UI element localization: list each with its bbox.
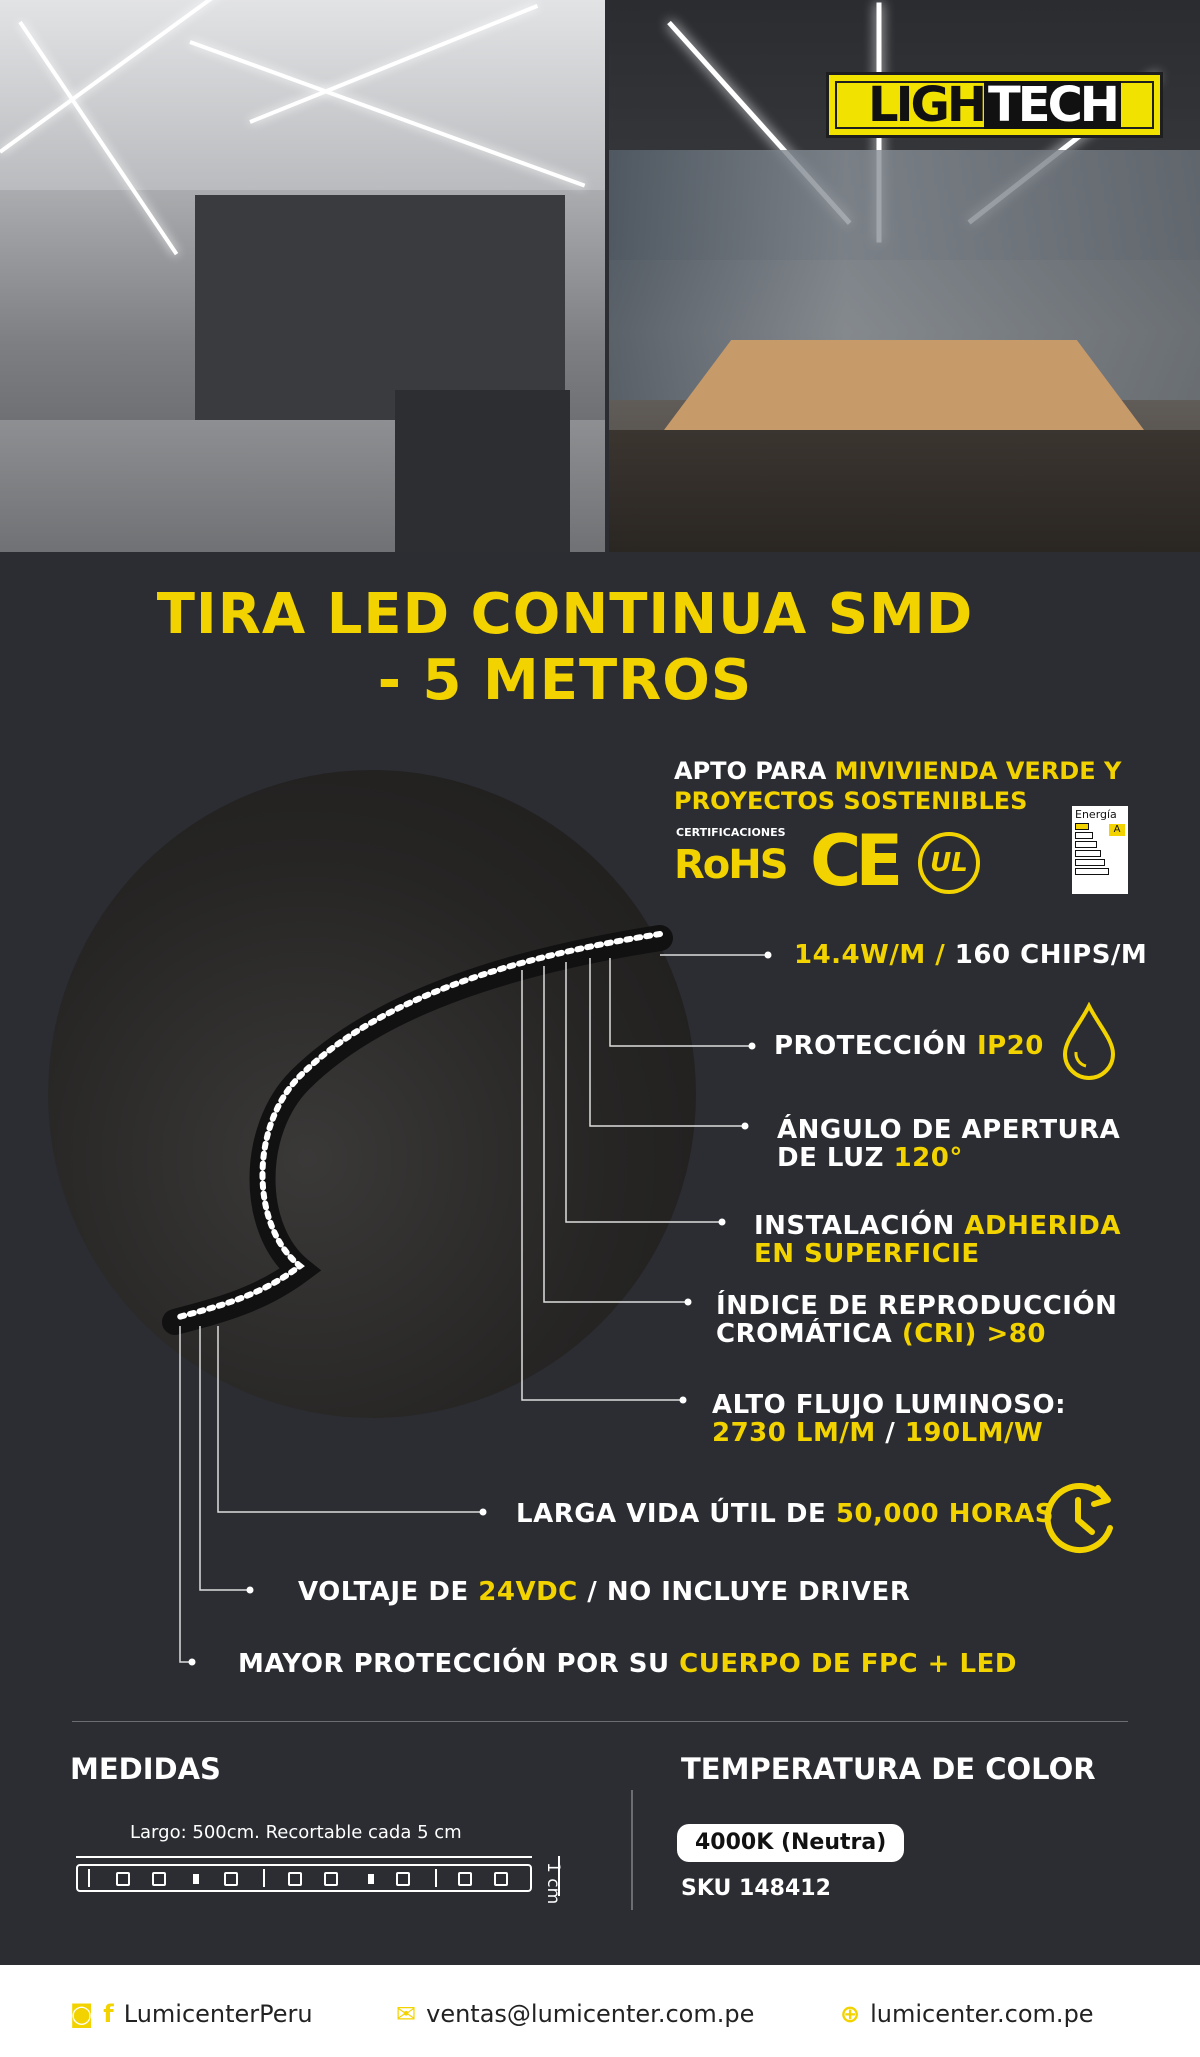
- lightech-logo: LIGH TECH: [826, 72, 1163, 138]
- facebook-icon: f: [103, 2000, 114, 2028]
- ul-icon: UL: [918, 832, 980, 894]
- social-link[interactable]: ◙ f LumicenterPeru: [70, 2000, 313, 2028]
- energy-label-icon: Energía A: [1072, 806, 1128, 894]
- apto-text: APTO PARA MIVIVIENDA VERDE Y PROYECTOS SOSTENIBLES: [674, 757, 1122, 815]
- length-arrow: [76, 1856, 532, 1858]
- water-drop-icon: [1060, 1002, 1118, 1080]
- website-link[interactable]: ⊕ lumicenter.com.pe: [840, 2000, 1094, 2028]
- certificaciones-label: CERTIFICACIONES: [676, 826, 786, 839]
- strip-diagram: [76, 1864, 532, 1892]
- feature-voltage: VOLTAJE DE 24VDC / NO INCLUYE DRIVER: [298, 1577, 911, 1607]
- instagram-icon: ◙: [70, 2000, 94, 2028]
- globe-icon: ⊕: [840, 2000, 861, 2028]
- temperatura-title: TEMPERATURA DE COLOR: [681, 1752, 1096, 1786]
- section-divider: [72, 1721, 1128, 1722]
- medidas-title: MEDIDAS: [70, 1752, 221, 1786]
- vertical-divider: [631, 1790, 633, 1910]
- feature-protection: PROTECCIÓN IP20: [774, 1031, 1044, 1061]
- clock-icon: [1040, 1478, 1120, 1558]
- sku-text: SKU 148412: [681, 1876, 831, 1901]
- feature-flux: ALTO FLUJO LUMINOSO: 2730 LM/M / 190LM/W: [712, 1390, 1067, 1448]
- feature-body: MAYOR PROTECCIÓN POR SU CUERPO DE FPC + LED: [238, 1649, 1017, 1679]
- footer: [0, 1965, 1200, 2057]
- feature-lifetime: LARGA VIDA ÚTIL DE 50,000 HORAS: [516, 1499, 1054, 1529]
- feature-installation: INSTALACIÓN ADHERIDA EN SUPERFICIE: [754, 1211, 1121, 1269]
- temperature-badge: 4000K (Neutra): [677, 1824, 904, 1862]
- width-text: 1 cm: [543, 1862, 563, 1905]
- feature-power: 14.4W/M / 160 CHIPS/M: [794, 940, 1148, 970]
- email-link[interactable]: ✉ ventas@lumicenter.com.pe: [396, 2000, 755, 2028]
- feature-angle: ÁNGULO DE APERTURA DE LUZ 120°: [777, 1115, 1121, 1173]
- feature-cri: ÍNDICE DE REPRODUCCIÓN CROMÁTICA (CRI) >80: [716, 1291, 1118, 1349]
- largo-text: Largo: 500cm. Recortable cada 5 cm: [130, 1822, 462, 1843]
- product-title: TIRA LED CONTINUA SMD - 5 METROS: [156, 582, 974, 713]
- ce-icon: CE: [810, 820, 898, 902]
- rohs-icon: RoHS: [674, 842, 787, 888]
- mail-icon: ✉: [396, 2000, 417, 2028]
